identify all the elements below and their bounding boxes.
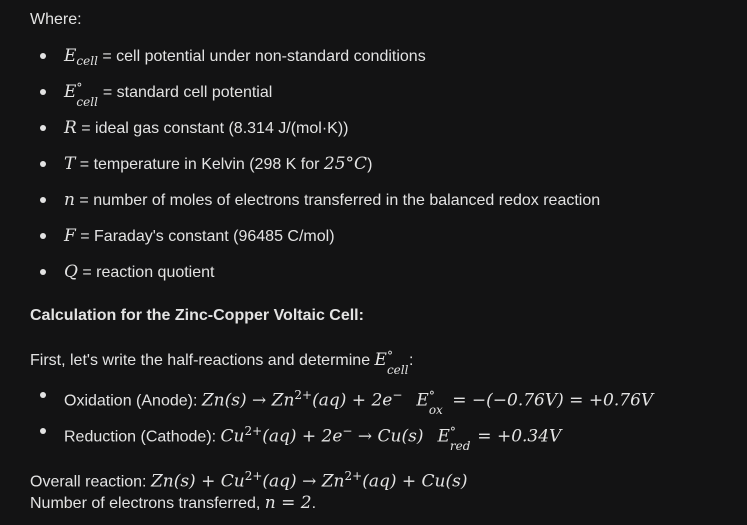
potential-symbol: E xyxy=(437,426,450,447)
section-heading: Calculation for the Zinc-Copper Voltaic Cell: xyxy=(30,307,364,324)
electrons-end: . xyxy=(311,495,317,512)
reaction-charge: − xyxy=(392,388,403,402)
reaction-part: Cu xyxy=(220,426,245,447)
definition-text: = number of moles of electrons transferred in the balanced redox reaction xyxy=(74,192,601,209)
overall-reaction xyxy=(30,465,468,493)
electrons-math: n = 2 xyxy=(264,493,312,513)
reaction-part: → Cu(s) xyxy=(352,426,424,447)
potential-subscript: ox xyxy=(428,403,443,418)
math-superscript: ° xyxy=(76,81,83,95)
bullet-icon xyxy=(40,392,46,398)
bullet-icon xyxy=(40,89,46,95)
math-symbol: n xyxy=(64,190,75,210)
reaction-charge: 2+ xyxy=(294,388,313,402)
overall-label: Overall reaction: xyxy=(30,473,151,491)
potential-value: = +0.34V xyxy=(471,426,562,447)
potential-symbol: E xyxy=(416,390,429,411)
electrons-line xyxy=(30,492,316,515)
degree-symbol: ° xyxy=(449,425,456,440)
math-symbol: T xyxy=(64,154,76,174)
definition-text: = reaction quotient xyxy=(77,264,215,281)
math-subscript: cell xyxy=(386,363,409,377)
math-symbol: E xyxy=(374,350,387,370)
reaction-part: (aq) → Zn xyxy=(262,471,345,492)
definition-text: = standard cell potential xyxy=(98,84,273,101)
intro-sentence xyxy=(30,349,414,377)
reaction-part: Zn(s) → Zn xyxy=(201,390,295,411)
bullet-icon xyxy=(40,161,46,167)
bullet-icon xyxy=(40,197,46,203)
bullet-icon xyxy=(40,125,46,131)
reaction-part: (aq) + 2e xyxy=(262,426,343,447)
math-inline: 25°C xyxy=(323,154,368,174)
bullet-icon xyxy=(40,53,46,59)
definition-text: = Faraday's constant (96485 C/mol) xyxy=(75,228,335,245)
math-symbol: E xyxy=(64,46,77,66)
intro-text: Where: xyxy=(30,11,82,28)
definition-text: = cell potential under non-standard conditions xyxy=(97,48,426,65)
reaction-charge: 2+ xyxy=(344,469,363,483)
definition-text: = ideal gas constant (8.314 J/(mol·K)) xyxy=(76,120,349,137)
potential-value: = −(−0.76V) = +0.76V xyxy=(446,390,654,411)
math-symbol: F xyxy=(64,226,76,246)
bullet-icon xyxy=(40,269,46,275)
math-symbol: Q xyxy=(64,262,78,282)
math-subscript: cell xyxy=(76,95,98,109)
reaction-charge: 2+ xyxy=(244,469,263,483)
potential-subscript: red xyxy=(449,439,471,454)
math-symbol: R xyxy=(64,118,77,138)
sentence-end: : xyxy=(408,352,414,369)
definition-text-end: ) xyxy=(367,156,373,173)
bullet-icon xyxy=(40,233,46,239)
math-superscript: ° xyxy=(386,349,393,363)
definition-text: = temperature in Kelvin (298 K for xyxy=(75,156,324,173)
reaction-label: Reduction (Cathode): xyxy=(64,428,221,446)
bullet-icon xyxy=(40,428,46,434)
reaction-part: Zn(s) + Cu xyxy=(150,471,245,492)
sentence-text: First, let's write the half-reactions and determine xyxy=(30,352,375,369)
reaction-charge: 2+ xyxy=(244,424,263,438)
math-symbol: E xyxy=(64,82,77,102)
reaction-charge: − xyxy=(342,424,353,438)
reaction-part: (aq) + Cu(s) xyxy=(362,471,468,492)
degree-symbol: ° xyxy=(428,389,435,404)
math-subscript: cell xyxy=(76,54,98,69)
reaction-part: (aq) + 2e xyxy=(312,390,393,411)
reaction-label: Oxidation (Anode): xyxy=(64,392,202,410)
electrons-label: Number of electrons transferred, xyxy=(30,495,265,512)
